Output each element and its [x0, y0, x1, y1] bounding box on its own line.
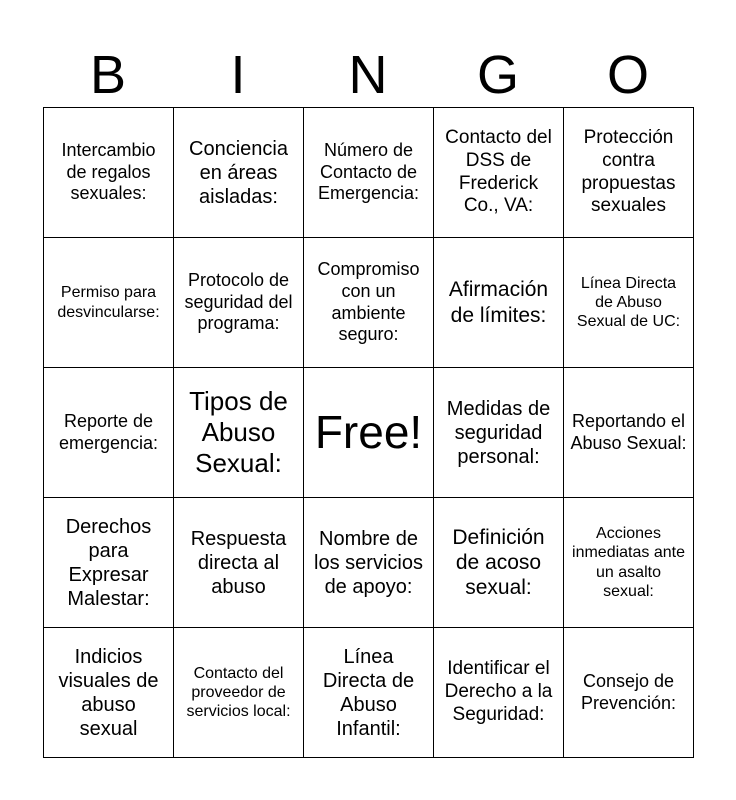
bingo-cell[interactable]: Contacto del DSS de Frederick Co., VA: [434, 108, 564, 238]
bingo-grid [43, 107, 694, 758]
bingo-cell[interactable]: Línea Directa de Abuso Sexual de UC: [564, 238, 694, 368]
bingo-cell[interactable]: Permiso para desvincularse: [44, 238, 174, 368]
free-space-cell[interactable]: Free! [304, 368, 434, 498]
grid-row [44, 498, 694, 628]
bingo-cell[interactable]: Reporte de emergencia: [44, 368, 174, 498]
bingo-cell[interactable]: Contacto del proveedor de servicios local: [174, 628, 304, 758]
bingo-cell[interactable]: Tipos de Abuso Sexual: [174, 368, 304, 498]
bingo-cell[interactable]: Intercambio de regalos sexuales: [44, 108, 174, 238]
bingo-cell[interactable]: Identificar el Derecho a la Seguridad: [434, 628, 564, 758]
bingo-cell[interactable]: Derechos para Expresar Malestar: [44, 498, 174, 628]
bingo-cell[interactable]: Número de Contacto de Emergencia: [304, 108, 434, 238]
bingo-cell[interactable]: Consejo de Prevención: [564, 628, 694, 758]
bingo-cell[interactable]: Nombre de los servicios de apoyo: [304, 498, 434, 628]
header-letter-o: O [606, 45, 649, 105]
bingo-cell[interactable]: Línea Directa de Abuso Infantil: [304, 628, 434, 758]
bingo-cell[interactable]: Protocolo de seguridad del programa: [174, 238, 304, 368]
bingo-cell[interactable]: Acciones inmediatas ante un asalto sexual: [564, 498, 694, 628]
bingo-cell[interactable]: Respuesta directa al abuso [174, 498, 304, 628]
bingo-cell[interactable]: Compromiso con un ambiente seguro: [304, 238, 434, 368]
header-letter-n: N [348, 45, 388, 105]
grid-row [44, 108, 694, 238]
bingo-cell[interactable]: Definición de acoso sexual: [434, 498, 564, 628]
bingo-cell[interactable]: Reportando el Abuso Sexual: [564, 368, 694, 498]
header-letter-g: G [476, 45, 519, 105]
bingo-cell[interactable]: Afirmación de límites: [434, 238, 564, 368]
grid-row [44, 238, 694, 368]
header-letter-i: I [230, 45, 246, 105]
grid-row [44, 368, 694, 498]
bingo-cell[interactable]: Conciencia en áreas aisladas: [174, 108, 304, 238]
bingo-cell[interactable]: Indicios visuales de abuso sexual [44, 628, 174, 758]
header-letter-b: B [89, 45, 127, 105]
bingo-cell[interactable]: Protección contra propuestas sexuales [564, 108, 694, 238]
grid-row [44, 628, 694, 758]
bingo-header [43, 44, 693, 106]
bingo-cell[interactable]: Medidas de seguridad personal: [434, 368, 564, 498]
